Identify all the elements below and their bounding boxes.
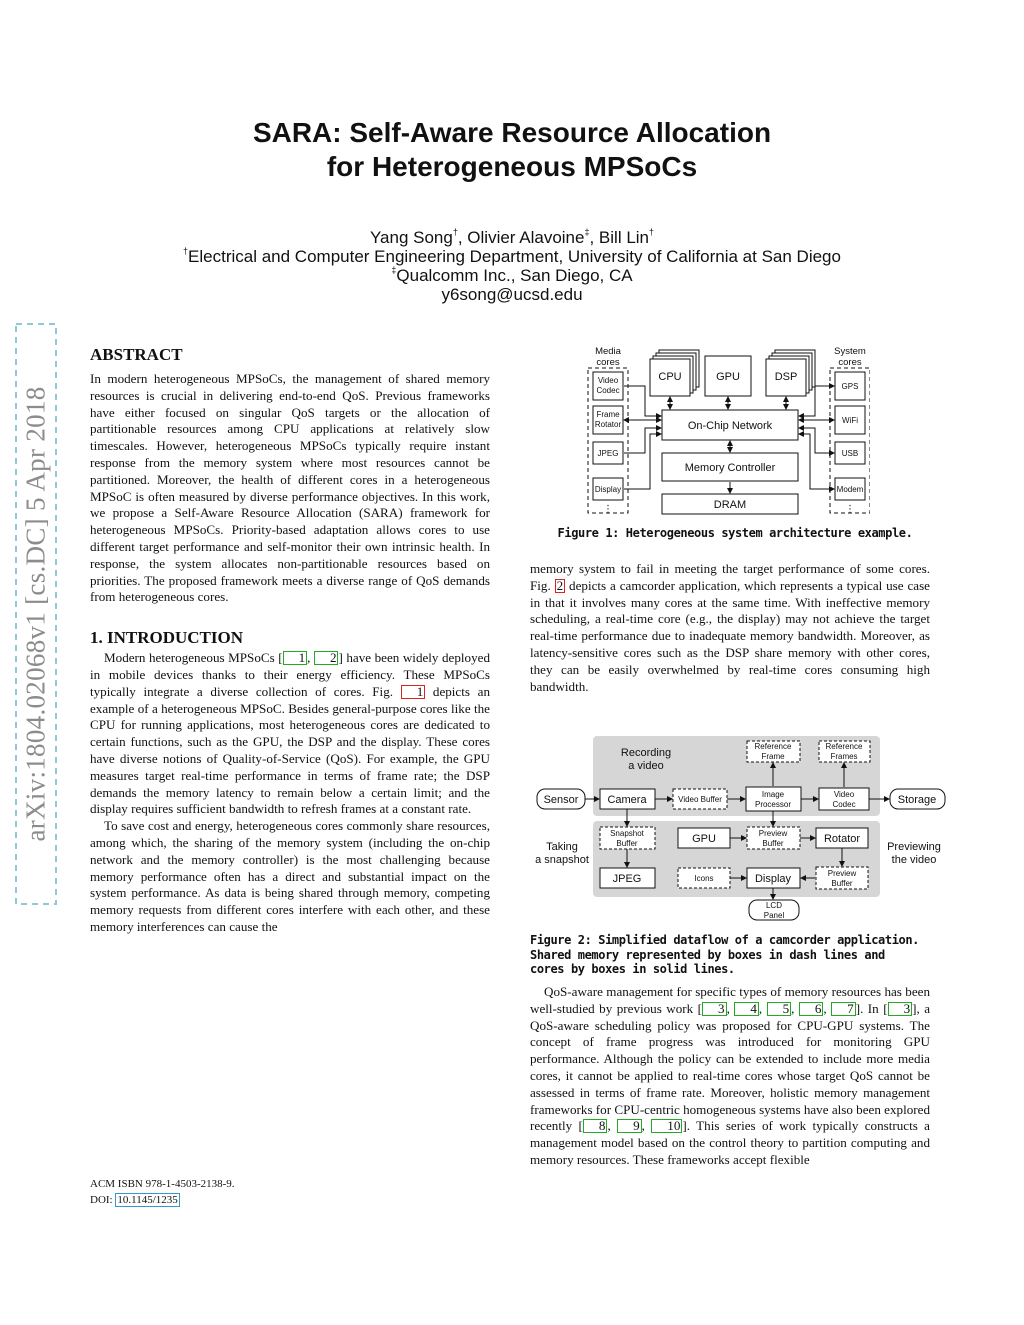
memctrl-label: Memory Controller bbox=[684, 462, 776, 474]
reference-frame-label-1: Reference bbox=[754, 742, 792, 751]
paper-title bbox=[0, 116, 1024, 184]
intro-p1-b: have been widely deployed in mobile devices thanks to their energy efficiency. These MPSoCs typically integrate a diverse collection of cores. Fig. bbox=[90, 650, 490, 699]
right-p2-b: . In bbox=[860, 1000, 884, 1016]
dagger-mark: † bbox=[452, 227, 458, 237]
dagger-mark: † bbox=[183, 246, 189, 256]
doi-line bbox=[90, 1192, 390, 1208]
system-cores-label-1: System bbox=[834, 346, 866, 357]
right-column-top bbox=[530, 561, 930, 695]
right-p2-c: , a QoS-aware scheduling policy was proposed for CPU-GPU systems. The concept of frame progress was introduced for monitoring GPU performance. Although the policy can be extended to include more media cores, it cannot be applied to real-time cores whose target QoS cannot be assessed in terms of frame rate. Moreover, holistic memory management frameworks for CPU-centric homogeneous systems have also been explored recently bbox=[530, 1000, 931, 1134]
abstract-text: In modern heterogeneous MPSoCs, the management of shared memory resources is crucial in delivering end-to-end QoS. Previous frameworks have either focused on singular QoS targets or the allocation of partitionable resources among CPU applications at relatively slow timescales. However, heterogeneous MPSoCs typically require instant response from the memory system where most resources cannot be partitioned. Moreover, the health of different cores in a heterogeneous MPSoC is often measured by diverse performance objectives. In this work, we propose a Self-Aware Resource Allocation (SARA) framework for heterogeneous MPSoCs. Priority-based adaptation allows cores to use different target performance and self-monitor their own intrinsic health. In response, the system allocates non-partitionable resources based on priorities. The proposed framework meets a diverse range of QoS demands from heterogeneous cores. bbox=[90, 371, 490, 605]
video-codec-label-1: Video bbox=[597, 376, 619, 385]
intro-p1-c: depicts an example of a heterogeneous MPSoC. Besides general-purpose cores like the CPU for running applications, most heterogeneous cores are dedicated to certain functions, such as the GPU, the DSP and the display. These cores have diverse notions of Quality-of-Service (QoS). For example, the GPU measures target real-time performance in terms of frame rate; the DSP demands the memory latency to remain below a certain limit; and the display requires sufficient bandwidth to refresh frames at a constant rate. bbox=[90, 683, 490, 817]
icons-label: Icons bbox=[694, 874, 714, 883]
doi-link[interactable]: 10.1145/1235 bbox=[117, 1194, 178, 1206]
author-3: , Bill Lin bbox=[589, 228, 650, 247]
lcd-panel-label-1: LCD bbox=[765, 901, 783, 910]
storage-label: Storage bbox=[897, 794, 937, 806]
preview-buffer-label-2: Buffer bbox=[762, 839, 784, 848]
citation-5[interactable]: 5 bbox=[767, 1002, 792, 1016]
dagger-mark: † bbox=[649, 227, 655, 237]
frame-rotator-label-1: Frame bbox=[596, 410, 620, 419]
right-p1-b: depicts a camcorder application, which represents a typical use case in that it involves many cores at the same time. With ineffective memory scheduling, a real-time core (e.g., the display) may not achieve the target real-time performance due to inadequate memory bandwidth. Moreover, as latency-sensitive cores such as the DSP share memory with other cores, they can be easily overwhelmed by real-time cores consuming high bandwidth. bbox=[530, 577, 930, 694]
title-line-1: SARA: Self-Aware Resource Allocation bbox=[252, 117, 772, 148]
author-1: Yang Song bbox=[369, 228, 453, 247]
snapshot-buffer-label-2: Buffer bbox=[616, 839, 638, 848]
citation-8[interactable]: 8 bbox=[583, 1119, 608, 1133]
modem-label: Modem bbox=[836, 485, 864, 494]
figure-1-diagram bbox=[580, 340, 870, 520]
media-cores-label-2: cores bbox=[596, 357, 620, 368]
cpu-label: CPU bbox=[658, 371, 682, 383]
video-codec-label-2: Codec bbox=[832, 800, 856, 809]
author-block bbox=[0, 228, 1024, 304]
preview-buffer-2-label-2: Buffer bbox=[831, 879, 853, 888]
figure-1-caption: Figure 1: Heterogeneous system architecture example. bbox=[557, 526, 913, 540]
taking-label-1: Taking bbox=[546, 841, 578, 853]
intro-p1-a: Modern heterogeneous MPSoCs bbox=[104, 650, 279, 666]
figure-2-caption-line-1: Figure 2: Simplified dataflow of a camcorder application. bbox=[530, 933, 920, 947]
citation-4[interactable]: 4 bbox=[734, 1002, 759, 1016]
noc-label: On-Chip Network bbox=[687, 420, 773, 432]
display-label: Display bbox=[754, 873, 792, 885]
affiliation-1 bbox=[0, 247, 1024, 266]
right-paragraph-1 bbox=[530, 561, 930, 695]
title-line-2: for Heterogeneous MPSoCs bbox=[326, 151, 698, 182]
camera-label: Camera bbox=[607, 794, 647, 806]
affiliation-2-text: Qualcomm Inc., San Diego, CA bbox=[396, 266, 633, 285]
recording-label-1: Recording bbox=[620, 747, 672, 759]
reference-frame-label-2: Frame bbox=[761, 752, 785, 761]
citation-10[interactable]: 10 bbox=[651, 1119, 682, 1133]
left-column bbox=[90, 345, 490, 936]
citation-9[interactable]: 9 bbox=[617, 1119, 642, 1133]
gps-label: GPS bbox=[841, 382, 859, 391]
preview-buffer-2-label-1: Preview bbox=[827, 869, 857, 878]
figure-2-ref[interactable]: 2 bbox=[556, 577, 564, 593]
jpeg-label: JPEG bbox=[612, 873, 642, 885]
right-p2-a: QoS-aware management for specific types of memory resources has been well-studied by previous work bbox=[530, 984, 930, 1016]
jpeg-label: JPEG bbox=[597, 449, 619, 458]
previewing-label-2: the video bbox=[891, 854, 937, 866]
email: y6song@ucsd.edu bbox=[441, 285, 583, 304]
abstract-heading: ABSTRACT bbox=[90, 345, 183, 364]
lcd-panel-label-2: Panel bbox=[763, 911, 785, 920]
display-label: Display bbox=[594, 485, 622, 494]
affiliation-2 bbox=[0, 266, 1024, 285]
image-processor-label-2: Processor bbox=[754, 800, 792, 809]
citation-2[interactable]: 2 bbox=[314, 651, 339, 665]
previewing-label-1: Previewing bbox=[887, 841, 941, 853]
ddagger-mark: ‡ bbox=[584, 227, 590, 237]
media-ellipsis: ⋮ bbox=[603, 504, 613, 515]
author-2: , Olivier Alavoine bbox=[457, 228, 585, 247]
preview-buffer-label-1: Preview bbox=[758, 829, 788, 838]
reference-frames-label-1: Reference bbox=[825, 742, 863, 751]
figure-2-caption-line-3: cores by boxes in solid lines. bbox=[530, 962, 735, 976]
right-p2-d: . This series of work typically constructs a management model based on the control theory to partition computing and memory resources. These frameworks accept flexible bbox=[530, 1118, 930, 1167]
figure-2-caption bbox=[530, 933, 935, 977]
gpu-label: GPU bbox=[692, 833, 716, 845]
wifi-label: WiFi bbox=[842, 416, 858, 425]
gpu-label: GPU bbox=[716, 371, 740, 383]
citation-1[interactable]: 1 bbox=[283, 651, 308, 665]
system-cores-label-2: cores bbox=[838, 357, 862, 368]
rotator-label: Rotator bbox=[823, 833, 861, 845]
affiliation-1-text: Electrical and Computer Engineering Department, University of California at San Diego bbox=[188, 247, 841, 266]
frame-rotator-label-2: Rotator bbox=[594, 420, 622, 429]
right-paragraph-2: QoS-aware management for specific types of memory resources has been well-studied by previous work [ 3 , 4 , 5 , 6 , 7 ]. In [ 3 ], a QoS-aware scheduling policy was proposed for CPU-GPU systems. The concept of frame progress was introduced for monitoring GPU performance. Although the policy can be extended to include more media cores, it cannot be applied to real-time cores whose target QoS cannot be assessed in terms of frame rate. Moreover, holistic memory management frameworks for CPU-centric homogeneous systems have also been explored recently [ 8 , 9 , 10 ]. This series of work typically constructs a management model based on the control theory to partition computing and memory resources. These frameworks accept flexible bbox=[530, 984, 931, 1167]
footnote bbox=[90, 1176, 390, 1208]
arxiv-id: arXiv:1804.02068v1 [cs.DC] 5 Apr 2018 bbox=[20, 386, 51, 842]
intro-paragraph-1: Modern heterogeneous MPSoCs [ 1 , 2 ] have been widely deployed in mobile devices thanks to their energy efficiency. These MPSoCs typically integrate a diverse collection of cores. Fig. 1 depicts an example of a heterogeneous MPSoC. Besides general-purpose cores like the CPU for running applications, most heterogeneous cores are dedicated to certain functions, such as the GPU, the DSP and the display. These cores have diverse notions of Quality-of-Service (QoS). For example, the GPU measures target real-time performance in terms of frame rate; the DSP demands the memory latency to remain below a certain limit; and the display requires sufficient bandwidth to refresh frames at a constant rate. bbox=[90, 650, 490, 817]
taking-label-2: a snapshot bbox=[535, 854, 589, 866]
figure-2-caption-line-2: Shared memory represented by boxes in dash lines and bbox=[530, 947, 885, 962]
image-processor-label-1: Image bbox=[761, 790, 785, 799]
video-codec-label-2: Codec bbox=[596, 386, 620, 395]
usb-label: USB bbox=[841, 449, 859, 458]
citation-3b[interactable]: 3 bbox=[888, 1002, 913, 1016]
media-cores-label-1: Media bbox=[595, 346, 621, 357]
video-buffer-label: Video Buffer bbox=[678, 795, 722, 804]
video-codec-label-1: Video bbox=[833, 790, 855, 799]
reference-frames-label-2: Frames bbox=[830, 752, 858, 761]
right-column-bottom bbox=[530, 984, 930, 1169]
citation-6[interactable]: 6 bbox=[799, 1002, 824, 1016]
citation-3[interactable]: 3 bbox=[702, 1002, 727, 1016]
isbn: ACM ISBN 978-1-4503-2138-9. bbox=[90, 1178, 235, 1190]
doi-label: DOI: bbox=[90, 1194, 116, 1206]
right-p1-a: memory system to fail in meeting the target performance of some cores. Fig. bbox=[530, 561, 930, 593]
figure-2-diagram bbox=[530, 732, 950, 924]
system-ellipsis: ⋮ bbox=[845, 504, 855, 515]
citation-7[interactable]: 7 bbox=[831, 1002, 856, 1016]
dsp-label: DSP bbox=[774, 371, 798, 383]
dram-label: DRAM bbox=[713, 499, 747, 511]
intro-paragraph-2: To save cost and energy, heterogeneous cores commonly share resources, among which, the sharing of the memory system (including the on-chip network and the memory controller) is the most challenging because memory performance often has a direct and substantial impact on the system performance. As data is being shared through memory, competing memory requests from different cores interfere with each other, and these memory interferences can cause the bbox=[90, 818, 490, 934]
snapshot-buffer-label-1: Snapshot bbox=[610, 829, 644, 838]
figure-1-ref[interactable]: 1 bbox=[401, 685, 426, 699]
intro-heading: 1. INTRODUCTION bbox=[90, 628, 244, 648]
recording-label-2: a video bbox=[628, 760, 664, 772]
arxiv-stamp bbox=[14, 322, 58, 906]
author-names bbox=[0, 228, 1024, 247]
ddagger-mark: ‡ bbox=[391, 265, 397, 275]
sensor-label: Sensor bbox=[543, 794, 579, 806]
